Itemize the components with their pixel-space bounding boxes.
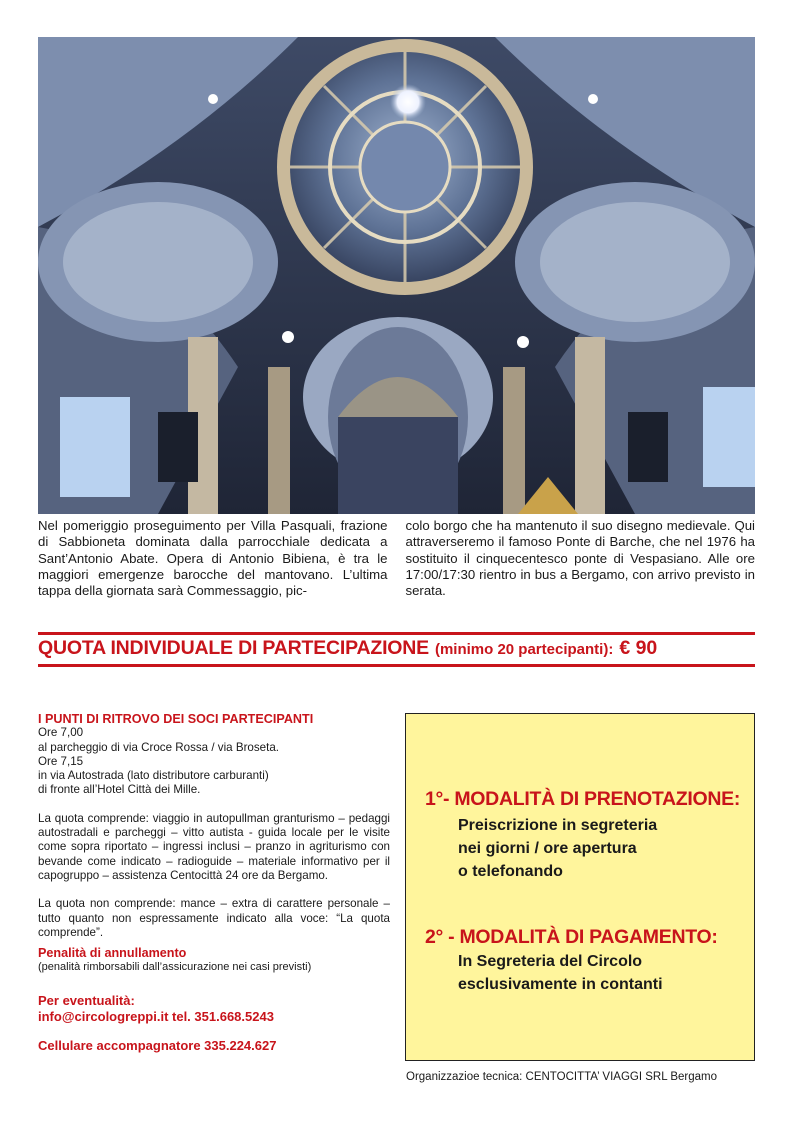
- booking-title: 1°- MODALITÀ DI PRENOTAZIONE:: [425, 788, 741, 810]
- meeting-title: I PUNTI DI RITROVO DEI SOCI PARTECIPANTI: [38, 712, 314, 726]
- meeting-time-1: Ore 7,00: [38, 726, 84, 740]
- penalty-title: Penalità di annullamento: [38, 946, 187, 961]
- booking-line: Preiscrizione in segreteria: [458, 817, 658, 834]
- contact-label: Per eventualità:: [38, 992, 135, 1008]
- organizer-credit: Organizzazioe tecnica: CENTOCITTA’ VIAGGI SRL Bergamo: [406, 1071, 718, 1083]
- contact-mobile[interactable]: Cellulare accompagnatore 335.224.627: [38, 1037, 277, 1053]
- contact-email-phone[interactable]: info@circologreppi.it tel. 351.668.5243: [38, 1009, 274, 1025]
- payment-line: esclusivamente in contanti: [458, 976, 663, 993]
- intro-column-left: Nel pomeriggio proseguimento per Villa Pasquali, frazione di Sabbioneta dominata dalla parrocchiale dedicata a Sant’Antonio Abate. Opera di Antonio Bibiena, è tra le maggiori emergenze barocche del mantovano. L’ultima tappa della giornata sarà Commessaggio, pic-: [38, 518, 388, 599]
- quota-rule-bottom: [38, 664, 755, 667]
- church-dome-photo: [38, 37, 755, 514]
- quota-excludes: La quota non comprende: mance – extra di carattere personale – tutto quanto non espressamente indicato alla voce: “La quota comprende”.: [38, 897, 390, 939]
- quota-includes: La quota comprende: viaggio in autopullman granturismo – pedaggi autostradali e parcheggi – vitto autista - guida locale per le visite come sopra riportato – ingressi inclusi – pranzo in agriturismo con bevande come indicato – radioguide – materiale informativo per il capogruppo – assistenza Centocittà 24 ore da Bergamo.: [38, 811, 390, 882]
- payment-title: 2° - MODALITÀ DI PAGAMENTO:: [425, 926, 718, 948]
- intro-text: [38, 518, 755, 599]
- booking-line: o telefonando: [458, 863, 563, 880]
- meeting-place-1: al parcheggio di via Croce Rossa / via Broseta.: [38, 740, 280, 754]
- quota-title: QUOTA INDIVIDUALE DI PARTECIPAZIONE: [38, 637, 429, 659]
- booking-line: nei giorni / ore apertura: [458, 840, 637, 857]
- quota-price: € 90: [619, 637, 658, 659]
- info-column: [38, 712, 390, 1054]
- meeting-place-2a: in via Autostrada (lato distributore carburanti): [38, 769, 269, 783]
- meeting-time-2: Ore 7,15: [38, 754, 84, 768]
- intro-column-right: colo borgo che ha mantenuto il suo disegno medievale. Qui attraverseremo il famoso Ponte di Barche, che nel 1976 ha sostituito il cinquecentesco ponte di Vespasiano. Alle ore 17:00/17:30 rientro in bus a Bergamo, con arrivo previsto in serata.: [405, 518, 755, 599]
- payment-line: In Segreteria del Circolo: [458, 953, 643, 970]
- quota-rule-top: [38, 632, 755, 635]
- booking-payment-box: [405, 713, 755, 1061]
- quota-minimum: (minimo 20 partecipanti):: [434, 641, 614, 658]
- quota-banner: [38, 637, 755, 663]
- penalty-note: (penalità rimborsabili dall’assicurazione nei casi previsti): [38, 961, 312, 974]
- meeting-place-2b: di fronte all’Hotel Città dei Mille.: [38, 783, 201, 797]
